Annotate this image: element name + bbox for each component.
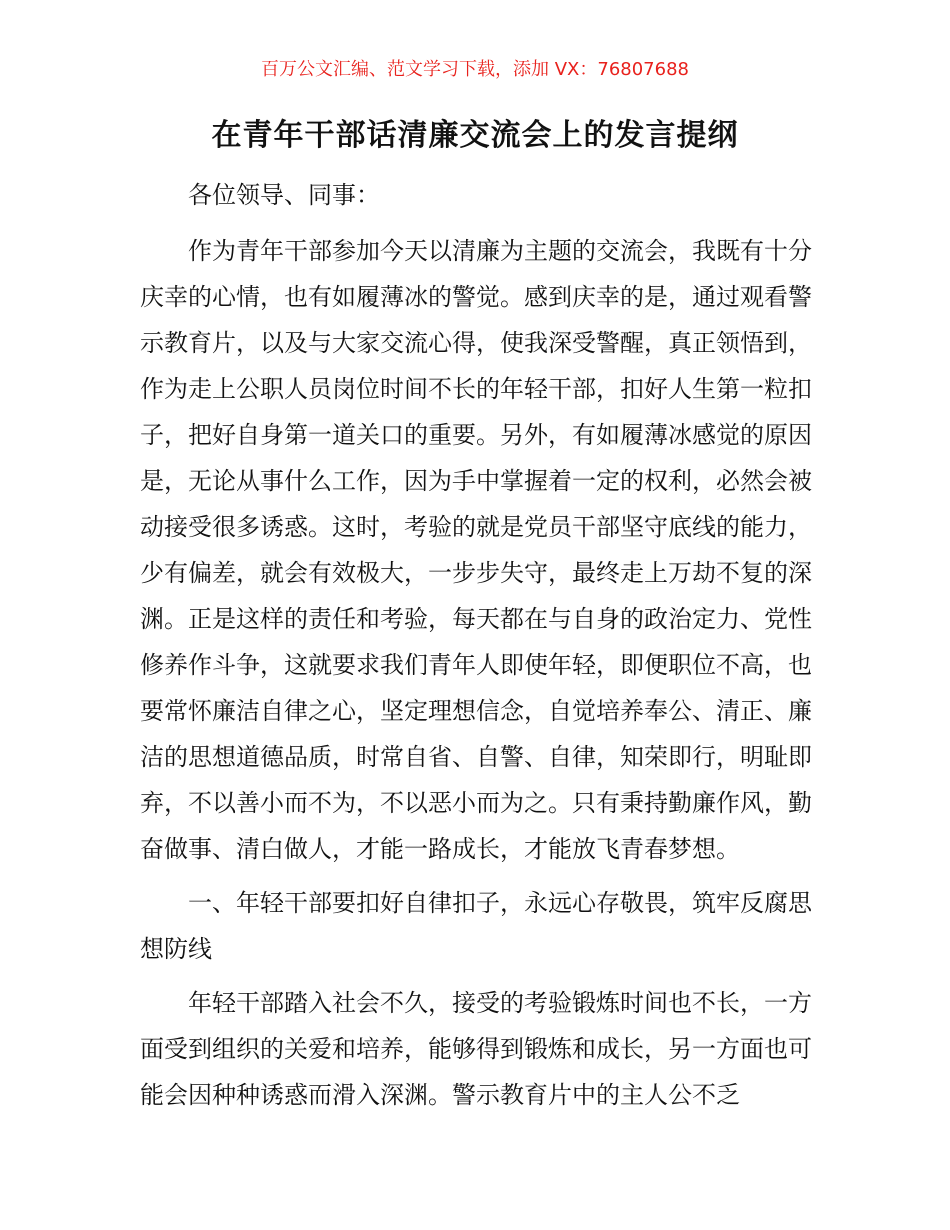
document-body	[140, 172, 812, 1126]
document-title: 在青年干部话清廉交流会上的发言提纲	[211, 118, 739, 153]
section-heading-1: 一、年轻干部要扣好自律扣子，永远心存敬畏，筑牢反腐思想防线	[140, 889, 812, 963]
paragraph-section-1: 年轻干部踏入社会不久，接受的考验锻炼时间也不长，一方面受到组织的关爱和培养，能够得到锻炼和成长，另一方面也可能会因种种诱惑而滑入深渊。警示教育片中的主人公不乏	[140, 989, 812, 1109]
salutation: 各位领导、同事：	[188, 181, 380, 209]
header-banner: 百万公文汇编、范文学习下载，添加 VX：76807688	[261, 59, 689, 80]
paragraph-intro: 作为青年干部参加今天以清廉为主题的交流会，我既有十分庆幸的心情，也有如履薄冰的警觉。感到庆幸的是，通过观看警示教育片，以及与大家交流心得，使我深受警醒，真正领悟到，作为走上公职人员岗位时间不长的年轻干部，扣好人生第一粒扣子，把好自身第一道关口的重要。另外，有如履薄冰感觉的原因是，无论从事什么工作，因为手中掌握着一定的权利，必然会被动接受很多诱惑。这时，考验的就是党员干部坚守底线的能力，少有偏差，就会有效极大，一步步失守，最终走上万劫不复的深渊。正是这样的责任和考验，每天都在与自身的政治定力、党性修养作斗争，这就要求我们青年人即使年轻，即便职位不高，也要常怀廉洁自律之心，坚定理想信念，自觉培养奉公、清正、廉洁的思想道德品质，时常自省、自警、自律，知荣即行，明耻即弃，不以善小而不为，不以恶小而为之。只有秉持勤廉作风，勤奋做事、清白做人，才能一路成长，才能放飞青春梦想。	[140, 237, 812, 863]
